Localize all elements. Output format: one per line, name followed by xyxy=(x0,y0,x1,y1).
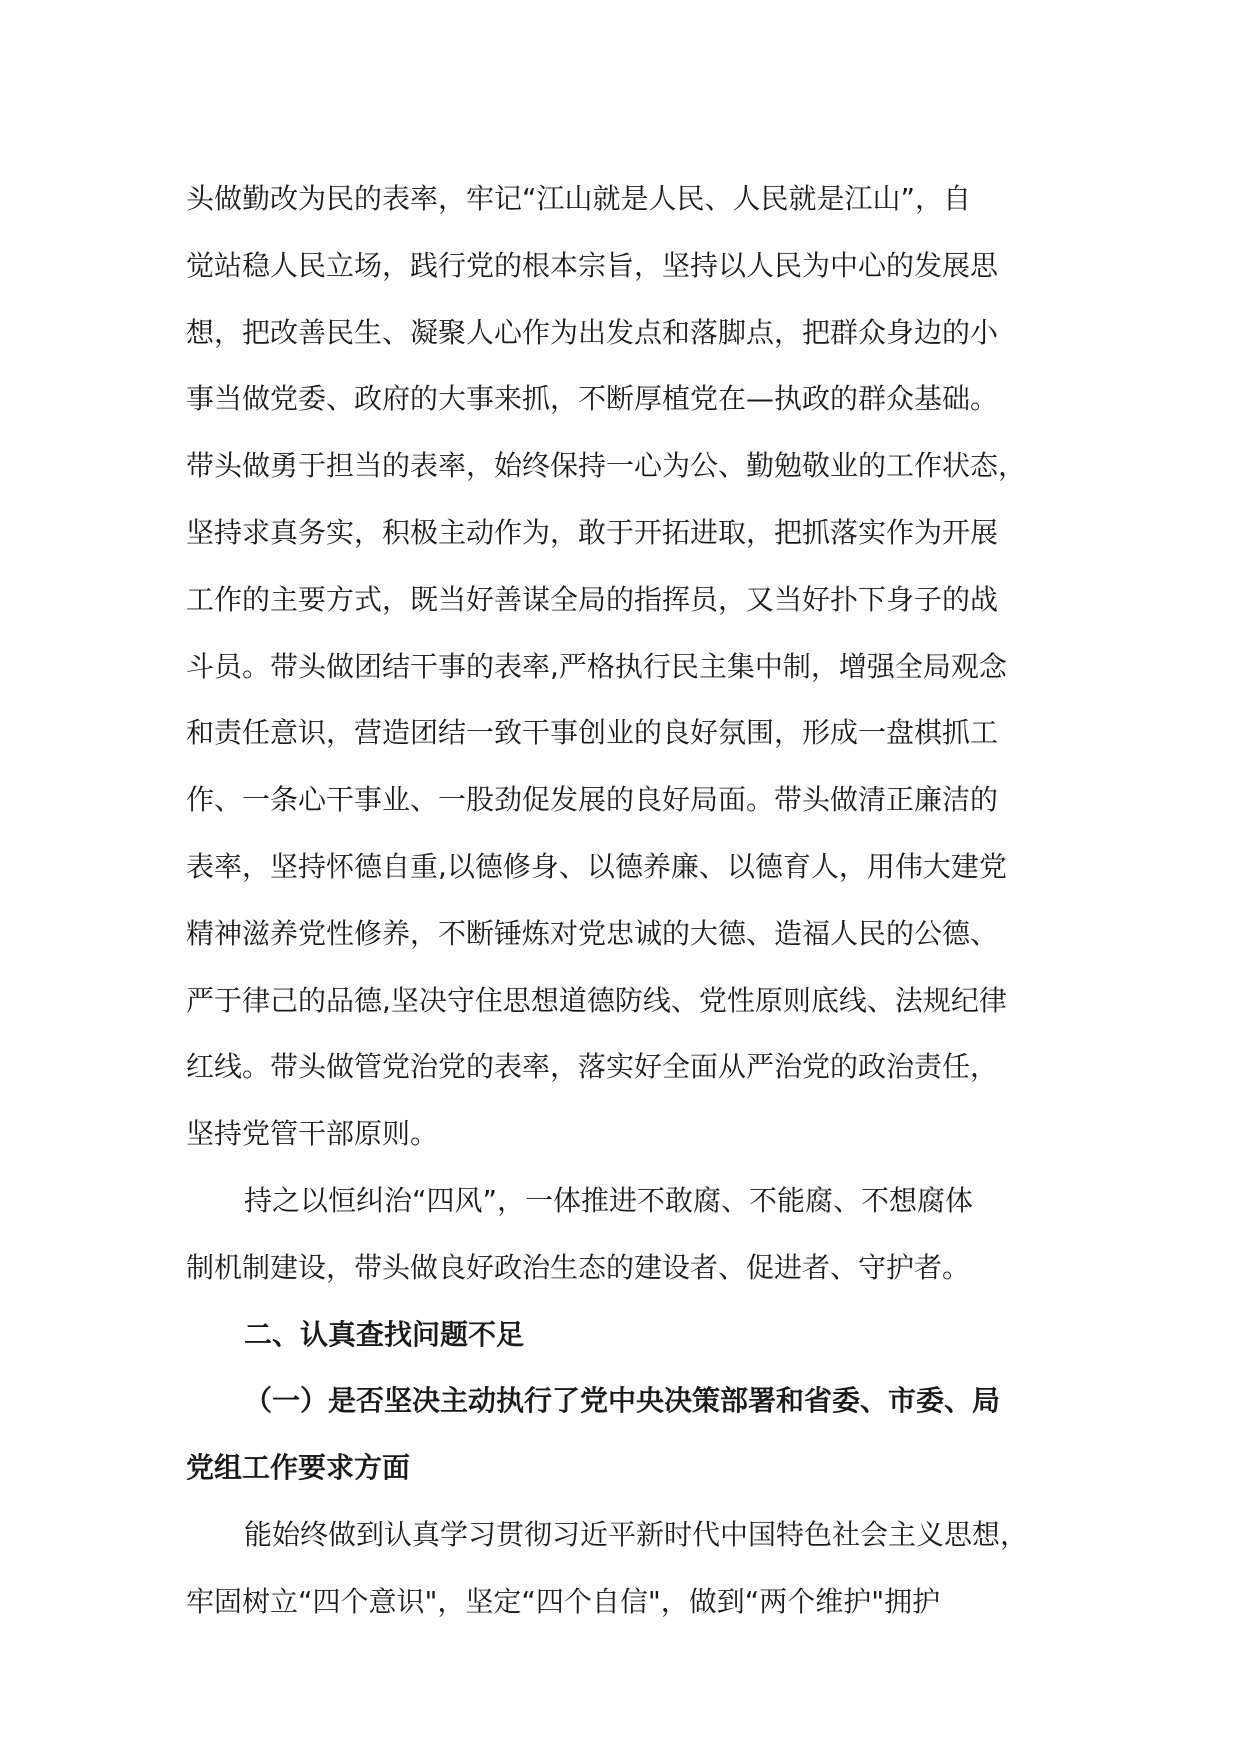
section-heading-text: 二、认真查找问题不足 xyxy=(244,1317,525,1351)
text-line: 表率，坚持怀德自重,以德修身、以德养廉、以德育人，用伟大建党 xyxy=(186,849,1007,883)
text-line: 坚持党管干部原则。 xyxy=(186,1117,439,1151)
text-line: 红线。带头做管党治党的表率，落实好全面从严治党的政治责任， xyxy=(186,1050,999,1084)
text-line: 想，把改善民生、凝聚人心作为出发点和落脚点，把群众身边的小 xyxy=(186,315,999,349)
section-heading xyxy=(186,1302,1086,1369)
subsection-heading-line: 党组工作要求方面 xyxy=(186,1451,411,1485)
text-line: 牢固树立“四个意识"，坚定“四个自信"，做到“两个维护"拥护 xyxy=(186,1584,941,1618)
text-line: 作、一条心干事业、一股劲促发展的良好局面。带头做清正廉洁的 xyxy=(186,783,999,817)
text-line: 头做勤改为民的表率，牢记“江山就是人民、人民就是江山”，自 xyxy=(186,182,972,215)
text-line: 精神滋养党性修养，不断锤炼对党忠诚的大德、造福人民的公德、 xyxy=(186,916,999,950)
document-body xyxy=(186,166,1086,1636)
text-line: 严于律己的品德,坚决守住思想道德防线、党性原则底线、法规纪律 xyxy=(186,983,1007,1017)
text-line: 制机制建设，带头做良好政治生态的建设者、促进者、守护者。 xyxy=(186,1250,971,1284)
text-line: 工作的主要方式，既当好善谋全局的指挥员，又当好扑下身子的战 xyxy=(186,582,999,616)
text-line: 坚持求真务实，积极主动作为，敢于开拓进取，把抓落实作为开展 xyxy=(186,515,999,549)
paragraph-continued xyxy=(186,166,1086,1168)
text-line: 觉站稳人民立场，践行党的根本宗旨，坚持以人民为中心的发展思 xyxy=(186,248,999,282)
text-line: 事当做党委、政府的大事来抓，不断厚植党在—执政的群众基础。 xyxy=(186,382,999,416)
text-line: 能始终做到认真学习贯彻习近平新时代中国特色社会主义思想， xyxy=(244,1517,1029,1551)
subsection-heading-line: （一）是否坚决主动执行了党中央决策部署和省委、市委、局 xyxy=(244,1384,1001,1418)
paragraph-four-winds xyxy=(186,1168,1086,1302)
text-line: 斗员。带头做团结干事的表率,严格执行民主集中制，增强全局观念 xyxy=(186,649,1007,683)
text-line: 带头做勇于担当的表率，始终保持一心为公、勤勉敬业的工作状态， xyxy=(186,449,1027,483)
text-line: 持之以恒纠治“四风”，一体推进不敢腐、不能腐、不想腐体 xyxy=(244,1183,974,1217)
subsection-heading xyxy=(186,1368,1086,1502)
paragraph-study xyxy=(186,1502,1086,1636)
text-line: 和责任意识，营造团结一致干事创业的良好氛围，形成一盘棋抓工 xyxy=(186,716,999,750)
